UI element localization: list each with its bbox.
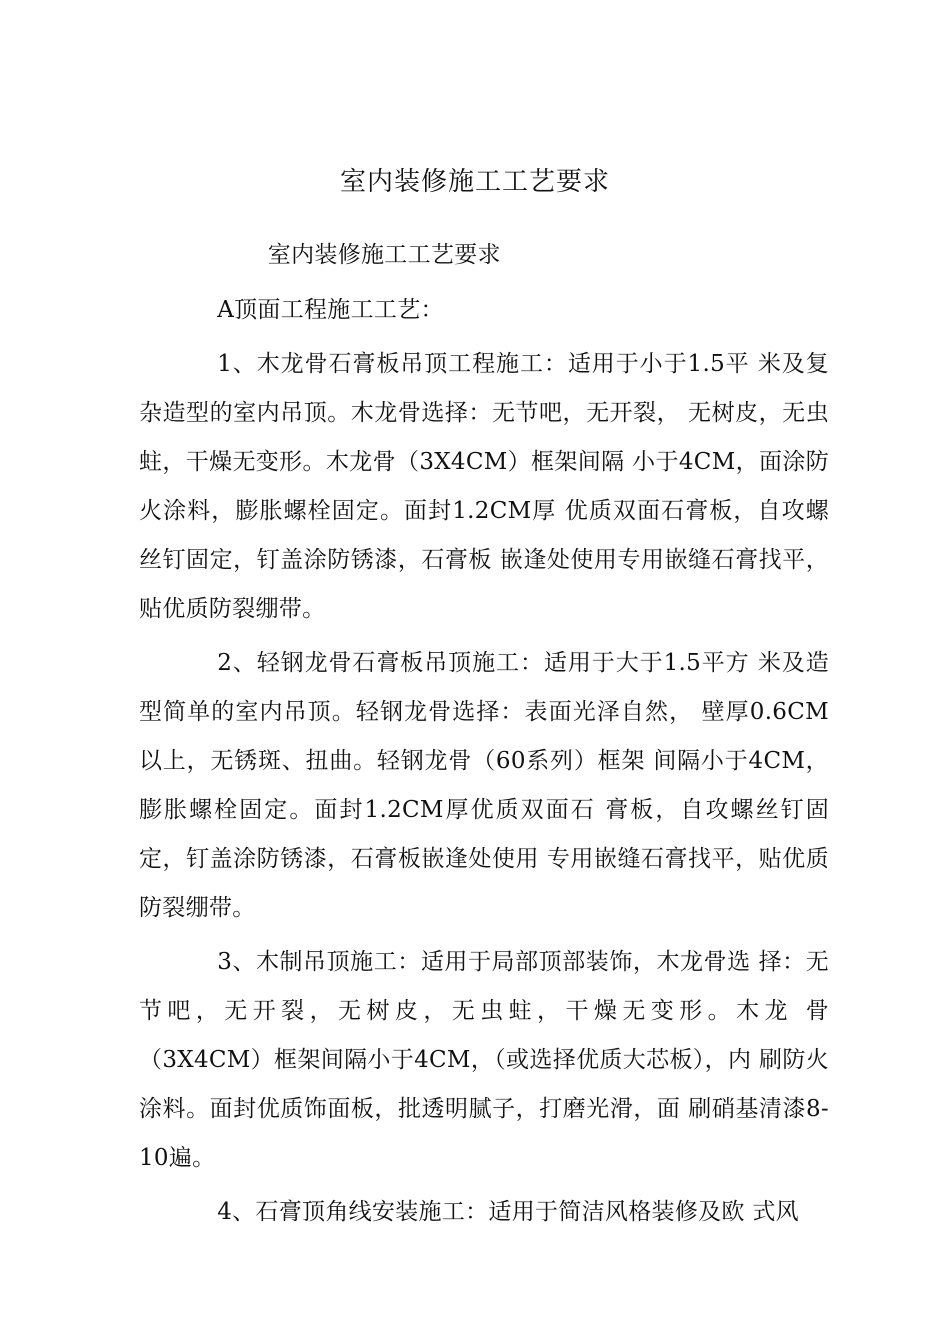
paragraph-4: 4、石膏顶角线安装施工：适用于简洁风格装修及欧 式风 <box>217 1199 799 1225</box>
document-body <box>139 231 829 1242</box>
paragraph-3: 3、木制吊顶施工：适用于局部顶部装饰，木龙骨选 择：无节吧，无开裂，无树皮，无虫蛀，干燥无变形。木龙 骨（3X4CM）框架间隔小于4CM，（或选择优质大芯板），内 刷防火涂料。面封优质饰面板，批透明腻子，打磨光滑，面 刷硝基清漆8-10遍。 <box>139 949 829 1171</box>
document-title: 室内装修施工工艺要求 <box>339 167 610 197</box>
paragraph-1: 1、木龙骨石膏板吊顶工程施工：适用于小于1.5平 米及复杂造型的室内吊顶。木龙骨选择：无节吧，无开裂， 无树皮，无虫蛀，干燥无变形。木龙骨（3X4CM）框架间隔 小于4CM，面涂防火涂料，膨胀螺栓固定。面封1.2CM厚 优质双面石膏板，自攻螺丝钉固定，钉盖涂防锈漆，石膏板 嵌逢处使用专用嵌缝石膏找平，贴优质防裂绷带。 <box>139 351 829 622</box>
section-heading: A顶面工程施工工艺： <box>217 297 444 323</box>
paragraph-2: 2、轻钢龙骨石膏板吊顶施工：适用于大于1.5平方 米及造型简单的室内吊顶。轻钢龙骨选择：表面光泽自然， 壁厚0.6CM以上，无锈斑、扭曲。轻钢龙骨（60系列）框架 间隔小于4CM，膨胀螺栓固定。面封1.2CM厚优质双面石 膏板，自攻螺丝钉固定，钉盖涂防锈漆，石膏板嵌逢处使用 专用嵌缝石膏找平，贴优质防裂绷带。 <box>139 650 829 921</box>
document-subtitle: 室内装修施工工艺要求 <box>267 242 501 268</box>
